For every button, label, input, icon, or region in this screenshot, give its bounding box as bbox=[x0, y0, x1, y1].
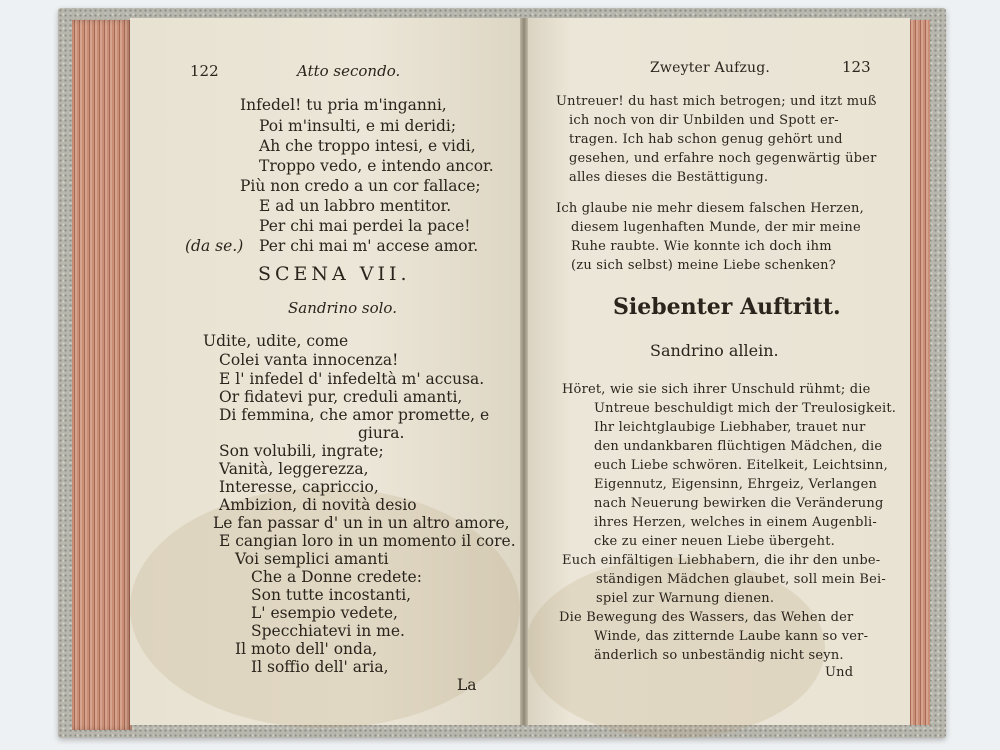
text-line: euch Liebe schwören. Eitelkeit, Leichtsinn, bbox=[594, 458, 888, 473]
verse-line: Udite, udite, come bbox=[203, 332, 349, 350]
book-gutter bbox=[520, 18, 528, 725]
verse-line: giura. bbox=[358, 424, 405, 442]
page-edges-left bbox=[72, 20, 132, 730]
page-number-right: 123 bbox=[842, 58, 871, 76]
verse-line: Specchiatevi in me. bbox=[251, 622, 405, 640]
verse-line: E ad un labbro mentitor. bbox=[259, 197, 452, 215]
text-line: Ruhe raubte. Wie konnte ich doch ihm bbox=[571, 239, 832, 254]
stage-direction: (da se.) bbox=[185, 237, 244, 255]
verse-line: Infedel! tu pria m'inganni, bbox=[240, 96, 447, 114]
verse-line: Colei vanta innocenza! bbox=[219, 351, 399, 369]
verse-line: Ah che troppo intesi, e vidi, bbox=[259, 137, 476, 155]
text-line: Höret, wie sie sich ihrer Unschuld rühmt; die bbox=[562, 382, 871, 397]
verse-line: Vanità, leggerezza, bbox=[219, 460, 369, 478]
catchword-left: La bbox=[457, 676, 477, 694]
verse-line: Troppo vedo, e intendo ancor. bbox=[259, 157, 494, 175]
verse-line: Il soffio dell' aria, bbox=[251, 658, 389, 676]
scene-subtitle-right: Sandrino allein. bbox=[650, 341, 779, 360]
scene-title-left: SCENA VII. bbox=[258, 263, 411, 285]
running-header-right: Zweyter Aufzug. bbox=[650, 60, 771, 76]
verse-line: E cangian loro in un momento il core. bbox=[219, 532, 516, 550]
scene-subtitle-left: Sandrino solo. bbox=[288, 299, 397, 317]
text-line: Winde, das zitternde Laube kann so ver- bbox=[594, 629, 869, 644]
text-line: tragen. Ich hab schon genug gehört und bbox=[569, 132, 843, 147]
verse-line: Più non credo a un cor fallace; bbox=[240, 177, 481, 195]
text-line: Ich glaube nie mehr diesem falschen Herzen, bbox=[556, 201, 864, 216]
text-line: Ihr leichtglaubige Liebhaber, trauet nur bbox=[594, 420, 866, 435]
verse-line: Ambizion, di novità desio bbox=[219, 496, 417, 514]
text-line: ständigen Mädchen glaubet, soll mein Bei- bbox=[596, 572, 886, 587]
text-line: Die Bewegung des Wassers, das Wehen der bbox=[559, 610, 854, 625]
text-line: gesehen, und erfahre noch gegenwärtig über bbox=[569, 151, 877, 166]
text-line: Untreuer! du hast mich betrogen; und itzt muß bbox=[556, 94, 877, 109]
text-line: cke zu einer neuen Liebe übergeht. bbox=[594, 534, 836, 549]
verse-line: E l' infedel d' infedeltà m' accusa. bbox=[219, 370, 485, 388]
verse-line: Le fan passar d' un in un altro amore, bbox=[213, 514, 510, 532]
text-line: Euch einfältigen Liebhabern, die ihr den unbe- bbox=[562, 553, 881, 568]
text-line: spiel zur Warnung dienen. bbox=[596, 591, 775, 606]
text-line: Untreue beschuldigt mich der Treulosigkeit. bbox=[594, 401, 897, 416]
page-number-left: 122 bbox=[190, 62, 219, 80]
verse-line: Or fidatevi pur, creduli amanti, bbox=[219, 388, 463, 406]
text-line: änderlich so unbeständig nicht seyn. bbox=[594, 648, 844, 663]
text-line: den undankbaren flüchtigen Mädchen, die bbox=[594, 439, 883, 454]
verse-line: Di femmina, che amor promette, e bbox=[219, 406, 490, 424]
verse-line: Voi semplici amanti bbox=[235, 550, 389, 568]
verse-line: Son tutte incostanti, bbox=[251, 586, 412, 604]
page-edges-right bbox=[908, 20, 930, 725]
verse-line: Son volubili, ingrate; bbox=[219, 442, 384, 460]
verse-line: Che a Donne credete: bbox=[251, 568, 422, 586]
text-line: ihres Herzen, welches in einem Augenbli- bbox=[594, 515, 878, 530]
verse-line: Per chi mai perdei la pace! bbox=[259, 217, 471, 235]
catchword-right: Und bbox=[825, 665, 854, 680]
running-header-left: Atto secondo. bbox=[297, 62, 401, 80]
verse-line: Per chi mai m' accese amor. bbox=[259, 237, 479, 255]
text-line: alles dieses die Bestättigung. bbox=[569, 170, 769, 185]
text-line: nach Neuerung bewirken die Veränderung bbox=[594, 496, 884, 511]
text-line: diesem lugenhaften Munde, der mir meine bbox=[571, 220, 861, 235]
verse-line: L' esempio vedete, bbox=[251, 604, 398, 622]
verse-line: Interesse, capriccio, bbox=[219, 478, 379, 496]
scene-title-right: Siebenter Auftritt. bbox=[613, 294, 841, 320]
verse-line: Il moto dell' onda, bbox=[235, 640, 378, 658]
text-line: Eigennutz, Eigensinn, Ehrgeiz, Verlangen bbox=[594, 477, 878, 492]
text-line: (zu sich selbst) meine Liebe schenken? bbox=[571, 258, 836, 273]
verse-line: Poi m'insulti, e mi deridi; bbox=[259, 117, 457, 135]
text-line: ich noch von dir Unbilden und Spott er- bbox=[569, 113, 839, 128]
